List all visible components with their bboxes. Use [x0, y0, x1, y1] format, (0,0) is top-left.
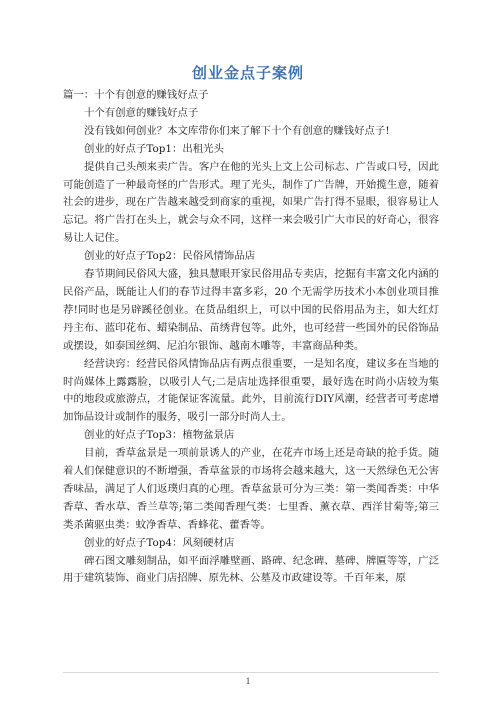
- document-body: [63, 87, 439, 588]
- paragraph: 创业的好点子Top4：风刻硬材店: [84, 536, 235, 549]
- paragraph: 创业的好点子Top3：植物盆景店: [84, 429, 235, 442]
- paragraph: 经营诀窍：经营民俗风情饰品店有两点很重要，一是知名度，建议多在当地的时尚媒体上露露脸，以吸引人气;二是店址选择很重要，最好选在时尚小店较为集中的地段或旅游点，才能保证客流量。此外，目前流行DIY风潮，经营者可考虑增加饰品设计或制作的服务，吸引一部分时尚人士。: [63, 357, 439, 424]
- paragraph: 创业的好点子Top1：出租光头: [84, 142, 224, 155]
- paragraph: 创业的好点子Top2：民俗风情饰品店: [84, 250, 256, 263]
- paragraph: 碑石图文雕刻制品，如平面浮雕壁画、路碑、纪念碑、墓碑、牌匾等等，广泛用于建筑装饰、商业门店招牌、原先林、公墓及市政建设等。千百年来，原: [63, 554, 439, 585]
- paragraph: 十个有创意的赚钱好点子: [84, 106, 199, 119]
- page-number: 1: [245, 676, 251, 686]
- paragraph: 目前，香草盆景是一项前景诱人的产业，在花卉市场上还是奇缺的抢手货。随着人们保健意识的不断增强，香草盆景的市场将会越来越大，这一天然绿色无公害香味品，满足了人们返璞归真的心理。香草盆景可分为三类：第一类闻香类：中华香草、香水草、香兰草等;第二类闻香理气类：七里香、薰衣草、西洋甘菊等;第三类杀菌驱虫类：蚊净香草、香蜂花、藿香等。: [63, 447, 439, 531]
- document-title: 创业金点子案例: [191, 64, 304, 82]
- paragraph: 春节期间民俗风大盛，独具慧眼开家民俗用品专卖店，挖掘有丰富文化内涵的民俗产品，既能让人们的春节过得丰富多彩，20 个无需学历技术小本创业项目推荐!同时也是另辟蹊径创业。在货品组织上，可以中国的民俗用品为主，如大红灯丹主布、蓝印花布、蜡染制品、苗绣背包等。此外，也可经营一些国外的民俗饰品或摆设，如泰国丝绸、尼泊尔银饰、越南木雕等，丰富商品种类。: [63, 268, 439, 352]
- paragraph: 提供自己头颅来卖广告。客户在他的光头上文上公司标志、广告或口号，因此可能创造了一种最奇怪的广告形式。理了光头，制作了广告牌，开始揽生意，随着社会的进步，现在广告越来越受到商家的重视，如果广告打得不显眼，很容易让人忘记。将广告打在头上，就会与众不同，这样一来会吸引广大市民的好奇心，很容易让人记住。: [63, 160, 439, 245]
- paragraph: 没有钱如何创业？本文库带你们来了解下十个有创意的赚钱好点子!: [84, 124, 390, 137]
- paragraph: 篇一：十个有创意的赚钱好点子: [63, 89, 209, 101]
- footer-divider: [63, 672, 439, 673]
